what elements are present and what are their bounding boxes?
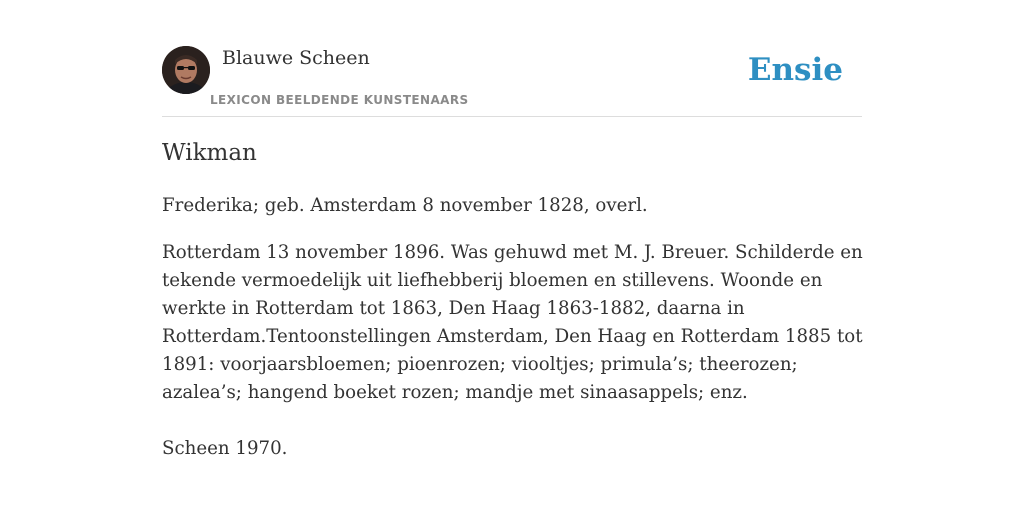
brand-logo[interactable]: Ensie: [747, 52, 843, 88]
header: [162, 46, 862, 117]
article-source: Scheen 1970.: [162, 438, 288, 459]
article-title: Wikman: [162, 140, 257, 166]
article-paragraph: Rotterdam 13 november 1896. Was gehuwd met M. J. Breuer. Schilderde en tekende vermoedelijk uit liefhebberij bloemen en stillevens. Woonde en werkte in Rotterdam tot 1863, Den Haag 1863-1882, daarna in Rotterdam.Tentoonstellingen Amsterdam, Den Haag en Rotterdam 1885 tot 1891: voorjaarsbloemen; pioenrozen; viooltjes; primula’s; theerozen; azalea’s; hangend boeket rozen; mandje met sinaasappels; enz.: [162, 242, 863, 403]
collection-label[interactable]: LEXICON BEELDENDE KUNSTENAARS: [210, 93, 469, 107]
author-avatar[interactable]: [162, 46, 210, 94]
user-avatar-photo-icon: [162, 46, 210, 94]
article-paragraph: Frederika; geb. Amsterdam 8 november 1828, overl.: [162, 195, 648, 216]
author-name[interactable]: Blauwe Scheen: [222, 47, 370, 69]
